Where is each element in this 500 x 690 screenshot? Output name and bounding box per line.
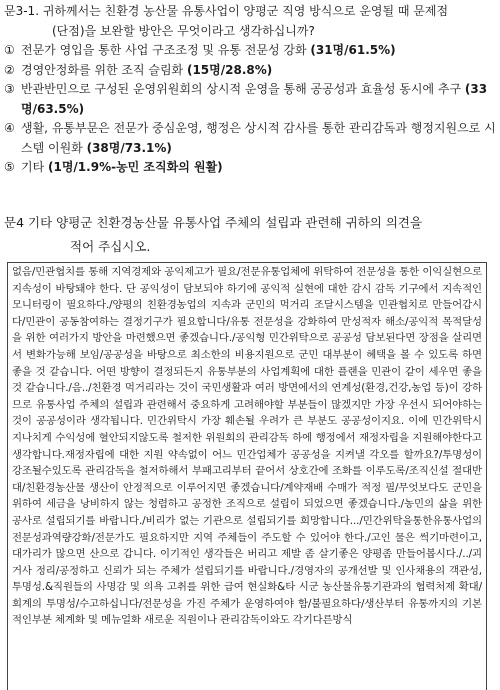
option-4-mark: ④	[4, 121, 15, 135]
option-5	[4, 158, 496, 178]
option-1	[4, 41, 496, 61]
option-2-text: 경영안정화를 위한 조직 슬림화	[21, 62, 187, 77]
option-2-result: (15명/28.8%)	[186, 62, 273, 77]
option-1-mark: ①	[4, 43, 15, 57]
option-3-result: (33명/63.5%)	[21, 82, 488, 116]
question-4-line1: 문4 기타 양평군 친환경농산물 유통사업 주체의 설립과 관련해 귀하의 의견을	[4, 215, 423, 230]
option-5-result: (1명/1.9%-농민 조직화의 원활)	[48, 160, 223, 174]
option-5-mark: ⑤	[4, 160, 15, 174]
answer-text: 없음/민관협치를 통해 지역경제와 공익제고가 필요/전문유통업체에 위탁하여 전문성을 통한 이익실현으로 지속성이 바탕돼야 한다. 단 공익성이 담보되야 하기에 공익적 실현에 대한 감시 감독 기구에서 지속적인 모니터링이 필요하다./양평의 친환경농업의 지속과 군민의 먹거리 조달시스템을 민관협치로 만들어갑시다/민관이 공동참여하는 결정기구가 필요합니다/유통 전문성을 강화하여 만성적자 해소/공익적 목적달성을 위한 여러가지 방안을 마련했으면 좋겠습니다./공익형 민간위탁으로 공공성 담보된다면 장점을 살리면서 변화가능해 보임/공공성을 바탕으로 최소한의 비용지원으로 군민 대부분이 혜택을 볼 수 있도록 하면 좋을 것 같습니다. 어떤 방향이 결정되든지 유통부분의 사업계획에 대한 플랜을 민관이 같이 세우면 좋을 것 같습니다./음../친환경 먹거리라는 것이 국민생활과 여러 방면에서의 연계성(환경,건강,농업 등)이 강하므로 유통사업 주체의 설립과 관련해서 중요하게 고려해야할 부분들이 많겠지만 가장 우선시 되어야하는것이 공공성이라 생각됩니다. 민간위탁시 가장 훼손될 우려가 큰 부분도 공공성이지요. 이에 민간위탁시 지나치게 수익성에 혈안되지않도록 철저한 위원회의 관리감독 하에 행정에서 재정자립을 지원해야한다고 생각합니다.재정자립에 대한 지원 약속없이 어느 민간업체가 공공성을 지켜낼 각오를 할까요?/투명성이 강조될수있도록 관리감독을 철저하해서 부패고리부터 끝어서 상호간에 조화를 이루도록/조직신설 절대반대/친환경농산물 생산이 안정적으로 이루어지면 좋겠습니다/계약재배 수매가 적정 필/무엇보다도 군민을 위하여 세금을 낭비하지 않는 청렴하고 공정한 조직으로 설립이 되었으면 좋겠습니다./농민의 삶을 위한 공사로 설립되기를 바랍니다./비리가 없는 기관으로 설립되기를 희망합니다.../민간위탁을통한유통사업의전문성과역량강화/전문가도 필요하지만 지역 주체들이 주도할 수 있어야 한다./고인 물은 썩기마련이고, 대가리가 많으면 산으로 갑니다. 이기적인 생각들은 버리고 제발 좀 살기좋은 양평좀 만들어봅시다./../괴거사 정리/공정하고 신뢰가 되는 주체가 설립되기를 바랍니다./경영자의 공개선발 및 인사채용의 객관성, 투명성.&직원들의 사명감 및 의욕 고취를 위한 급여 현실화&타 시군 농산물유통기관과의 협력처제 확대/회계의 투명성/수고하십니다/전문성을 가진 주체가 운영하여야 함/불필요하다/생산부터 유통까지의 기본적인부분 체계화 및 메뉴얼화 새로운 직원이나 관리감독이와도 각기다른방식	[12, 266, 482, 627]
option-2-mark: ②	[4, 62, 15, 77]
question-4-line2: 적어 주십시오.	[70, 239, 151, 254]
option-3	[4, 80, 496, 119]
question-3-1-title-line2: (단점)을 보완할 방안은 무엇이라고 생각하십니까?	[52, 23, 315, 38]
question-4	[4, 211, 494, 259]
answer-box	[7, 262, 487, 690]
question-3-1-title-line1: 문3-1. 귀하께서는 친환경 농산물 유통사업이 양평군 직영 방식으로 운영될 때 문제점	[4, 4, 449, 18]
option-2	[4, 61, 496, 81]
option-4-text: 생활, 유통부문은 전문가 중심운영, 행정은 상시적 감사를 통한 관리감독과 행정지원으로 시스템 이원화	[21, 121, 496, 155]
option-4	[4, 119, 496, 158]
option-4-result: (38명/73.1%)	[86, 140, 172, 155]
option-3-mark: ③	[4, 82, 15, 96]
question-3-1-title	[4, 2, 496, 41]
question-3-1	[4, 2, 496, 178]
option-3-text: 반관반민으로 구성된 운영위원회의 상시적 운영을 통해 공공성과 효율성 동시에 추구	[21, 82, 465, 96]
option-1-result: (31명/61.5%)	[310, 43, 396, 57]
option-5-text: 기타	[21, 160, 48, 174]
option-1-text: 전문가 영입을 통한 사업 구조조정 및 유통 전문성 강화	[21, 43, 311, 57]
